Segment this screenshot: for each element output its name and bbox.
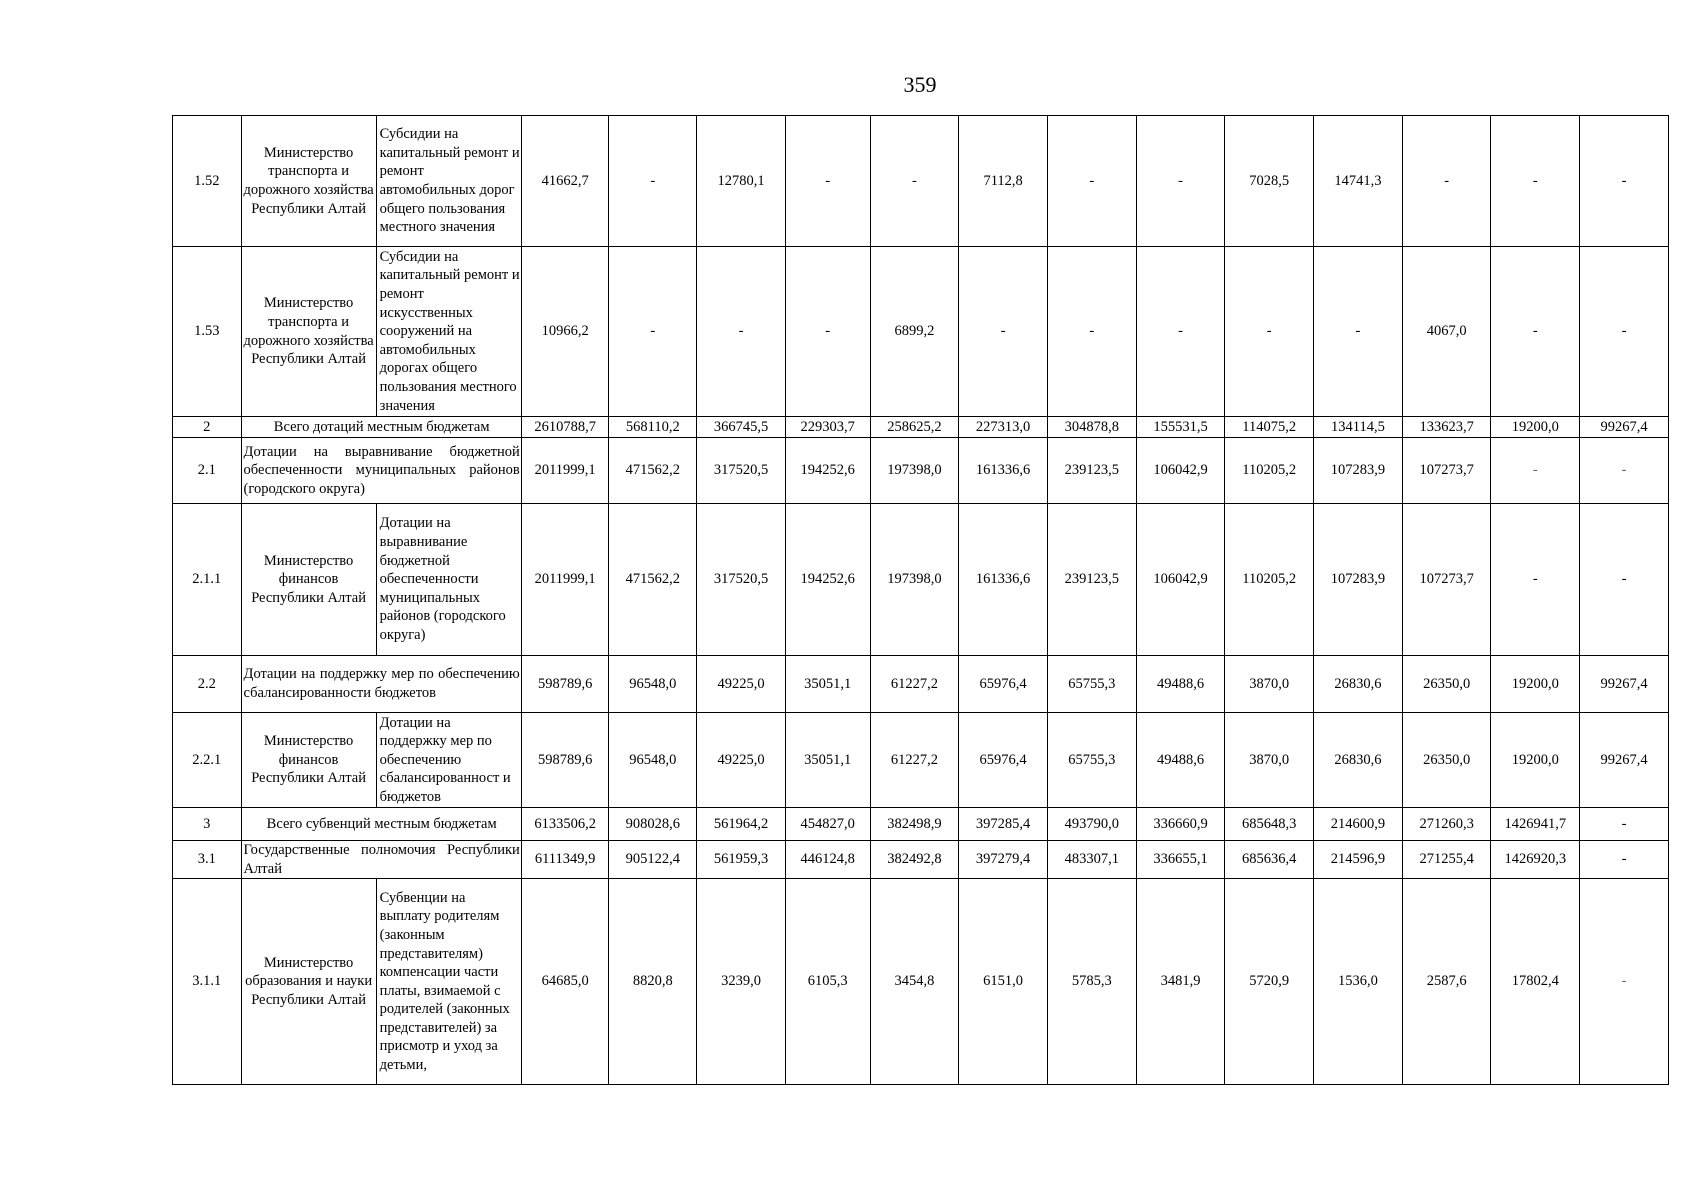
value-cell: - <box>1491 116 1580 247</box>
row-organization: Министерство финансов Республики Алтай <box>241 504 376 656</box>
value-cell: 382492,8 <box>870 841 959 879</box>
value-cell: - <box>785 247 870 417</box>
value-cell: 107273,7 <box>1402 438 1491 504</box>
row-code: 2.2 <box>173 656 242 713</box>
row-label: Государственные полномочия Республики Алтай <box>241 841 521 879</box>
value-cell: - <box>959 247 1048 417</box>
value-cell: 35051,1 <box>785 656 870 713</box>
table-row <box>173 417 1669 438</box>
value-cell: - <box>1047 247 1136 417</box>
row-code: 2.2.1 <box>173 713 242 808</box>
page-number: 359 <box>903 72 937 97</box>
value-cell: 134114,5 <box>1314 417 1403 438</box>
budget-table <box>172 115 1669 1085</box>
value-cell: 194252,6 <box>785 438 870 504</box>
row-label: Всего субвенций местным бюджетам <box>241 808 521 841</box>
value-cell: 239123,5 <box>1047 504 1136 656</box>
value-cell: - <box>1136 247 1225 417</box>
value-cell: 2011999,1 <box>521 504 609 656</box>
row-code: 3.1.1 <box>173 879 242 1085</box>
value-cell: - <box>1580 247 1669 417</box>
value-cell: 12780,1 <box>697 116 786 247</box>
value-cell: 107283,9 <box>1314 438 1403 504</box>
value-cell: 10966,2 <box>521 247 609 417</box>
value-cell: 1426941,7 <box>1491 808 1580 841</box>
row-organization: Министерство образования и науки Республики Алтай <box>241 879 376 1085</box>
table-row <box>173 116 1669 247</box>
value-cell: 5785,3 <box>1047 879 1136 1085</box>
value-cell: 161336,6 <box>959 438 1048 504</box>
row-organization: Министерство финансов Республики Алтай <box>241 713 376 808</box>
value-cell: 110205,2 <box>1225 438 1314 504</box>
value-cell: - <box>1580 504 1669 656</box>
value-cell: 258625,2 <box>870 417 959 438</box>
value-cell: 568110,2 <box>609 417 697 438</box>
value-cell: 214596,9 <box>1314 841 1403 879</box>
value-cell: - <box>1580 438 1669 504</box>
row-label: Дотации на поддержку мер по обеспечению сбалансированности бюджетов <box>241 656 521 713</box>
value-cell: 2587,6 <box>1402 879 1491 1085</box>
value-cell: 229303,7 <box>785 417 870 438</box>
value-cell: 19200,0 <box>1491 656 1580 713</box>
value-cell: 397285,4 <box>959 808 1048 841</box>
value-cell: 382498,9 <box>870 808 959 841</box>
value-cell: 106042,9 <box>1136 504 1225 656</box>
value-cell: 454827,0 <box>785 808 870 841</box>
value-cell: 99267,4 <box>1580 417 1669 438</box>
value-cell: - <box>1402 116 1491 247</box>
value-cell: 49225,0 <box>697 713 786 808</box>
value-cell: 8820,8 <box>609 879 697 1085</box>
table-row <box>173 713 1669 808</box>
value-cell: 493790,0 <box>1047 808 1136 841</box>
value-cell: 317520,5 <box>697 504 786 656</box>
value-cell: 106042,9 <box>1136 438 1225 504</box>
value-cell: 598789,6 <box>521 713 609 808</box>
value-cell: - <box>1580 116 1669 247</box>
value-cell: 96548,0 <box>609 656 697 713</box>
value-cell: - <box>1491 438 1580 504</box>
row-organization: Министерство транспорта и дорожного хозяйства Республики Алтай <box>241 116 376 247</box>
value-cell: 194252,6 <box>785 504 870 656</box>
value-cell: 19200,0 <box>1491 417 1580 438</box>
value-cell: 3454,8 <box>870 879 959 1085</box>
table-row <box>173 841 1669 879</box>
value-cell: 110205,2 <box>1225 504 1314 656</box>
table-row <box>173 504 1669 656</box>
value-cell: 64685,0 <box>521 879 609 1085</box>
value-cell: 65755,3 <box>1047 713 1136 808</box>
value-cell: - <box>1580 879 1669 1085</box>
table-row <box>173 808 1669 841</box>
value-cell: 107273,7 <box>1402 504 1491 656</box>
row-code: 2.1.1 <box>173 504 242 656</box>
value-cell: 317520,5 <box>697 438 786 504</box>
value-cell: 155531,5 <box>1136 417 1225 438</box>
value-cell: 26350,0 <box>1402 656 1491 713</box>
value-cell: 561959,3 <box>697 841 786 879</box>
row-description: Субвенции на выплату родителям (законным представителям) компенсации части платы, взимаемой с родителей (законных представителей) за присмотр и уход за детьми, <box>376 879 521 1085</box>
value-cell: 336660,9 <box>1136 808 1225 841</box>
value-cell: - <box>870 116 959 247</box>
row-label: Дотации на выравнивание бюджетной обеспеченности муниципальных районов (городского округа) <box>241 438 521 504</box>
row-organization: Министерство транспорта и дорожного хозяйства Республики Алтай <box>241 247 376 417</box>
value-cell: 17802,4 <box>1491 879 1580 1085</box>
table-row <box>173 656 1669 713</box>
value-cell: 905122,4 <box>609 841 697 879</box>
value-cell: 61227,2 <box>870 656 959 713</box>
value-cell: 3481,9 <box>1136 879 1225 1085</box>
value-cell: 41662,7 <box>521 116 609 247</box>
value-cell: 49488,6 <box>1136 656 1225 713</box>
row-description: Дотации на поддержку мер по обеспечению сбалансированност и бюджетов <box>376 713 521 808</box>
value-cell: 4067,0 <box>1402 247 1491 417</box>
value-cell: 483307,1 <box>1047 841 1136 879</box>
value-cell: 446124,8 <box>785 841 870 879</box>
value-cell: - <box>697 247 786 417</box>
value-cell: 35051,1 <box>785 713 870 808</box>
value-cell: - <box>609 247 697 417</box>
value-cell: 99267,4 <box>1580 656 1669 713</box>
row-description: Субсидии на капитальный ремонт и ремонт искусственных сооружений на автомобильных дорогах общего пользования местного значения <box>376 247 521 417</box>
value-cell: 107283,9 <box>1314 504 1403 656</box>
value-cell: 26830,6 <box>1314 713 1403 808</box>
value-cell: - <box>1580 841 1669 879</box>
table-row <box>173 879 1669 1085</box>
value-cell: 2011999,1 <box>521 438 609 504</box>
value-cell: - <box>609 116 697 247</box>
value-cell: 161336,6 <box>959 504 1048 656</box>
value-cell: 7028,5 <box>1225 116 1314 247</box>
value-cell: - <box>785 116 870 247</box>
value-cell: 6105,3 <box>785 879 870 1085</box>
value-cell: 7112,8 <box>959 116 1048 247</box>
value-cell: 6151,0 <box>959 879 1048 1085</box>
row-code: 1.52 <box>173 116 242 247</box>
row-label: Всего дотаций местным бюджетам <box>241 417 521 438</box>
value-cell: 685648,3 <box>1225 808 1314 841</box>
value-cell: 336655,1 <box>1136 841 1225 879</box>
value-cell: 471562,2 <box>609 504 697 656</box>
table-body <box>173 116 1669 1085</box>
value-cell: - <box>1491 247 1580 417</box>
row-code: 2 <box>173 417 242 438</box>
value-cell: 65976,4 <box>959 713 1048 808</box>
row-code: 3 <box>173 808 242 841</box>
value-cell: 271260,3 <box>1402 808 1491 841</box>
value-cell: 61227,2 <box>870 713 959 808</box>
value-cell: 6133506,2 <box>521 808 609 841</box>
value-cell: 6899,2 <box>870 247 959 417</box>
value-cell: 471562,2 <box>609 438 697 504</box>
value-cell: 65976,4 <box>959 656 1048 713</box>
value-cell: 99267,4 <box>1580 713 1669 808</box>
value-cell: 214600,9 <box>1314 808 1403 841</box>
value-cell: 14741,3 <box>1314 116 1403 247</box>
value-cell: 114075,2 <box>1225 417 1314 438</box>
value-cell: 197398,0 <box>870 438 959 504</box>
table-row <box>173 247 1669 417</box>
value-cell: 908028,6 <box>609 808 697 841</box>
value-cell: - <box>1225 247 1314 417</box>
value-cell: 26350,0 <box>1402 713 1491 808</box>
value-cell: - <box>1491 504 1580 656</box>
value-cell: 65755,3 <box>1047 656 1136 713</box>
value-cell: 6111349,9 <box>521 841 609 879</box>
value-cell: 19200,0 <box>1491 713 1580 808</box>
value-cell: 197398,0 <box>870 504 959 656</box>
value-cell: 26830,6 <box>1314 656 1403 713</box>
value-cell: 96548,0 <box>609 713 697 808</box>
value-cell: - <box>1136 116 1225 247</box>
value-cell: - <box>1580 808 1669 841</box>
value-cell: 598789,6 <box>521 656 609 713</box>
value-cell: - <box>1047 116 1136 247</box>
value-cell: 685636,4 <box>1225 841 1314 879</box>
value-cell: 3870,0 <box>1225 713 1314 808</box>
value-cell: 3239,0 <box>697 879 786 1085</box>
value-cell: 1536,0 <box>1314 879 1403 1085</box>
value-cell: 1426920,3 <box>1491 841 1580 879</box>
row-code: 3.1 <box>173 841 242 879</box>
value-cell: 5720,9 <box>1225 879 1314 1085</box>
value-cell: 239123,5 <box>1047 438 1136 504</box>
table-row <box>173 438 1669 504</box>
value-cell: 304878,8 <box>1047 417 1136 438</box>
value-cell: 2610788,7 <box>521 417 609 438</box>
value-cell: 397279,4 <box>959 841 1048 879</box>
value-cell: 227313,0 <box>959 417 1048 438</box>
row-description: Дотации на выравнивание бюджетной обеспеченности муниципальных районов (городского округа) <box>376 504 521 656</box>
value-cell: 49488,6 <box>1136 713 1225 808</box>
value-cell: - <box>1314 247 1403 417</box>
value-cell: 271255,4 <box>1402 841 1491 879</box>
value-cell: 561964,2 <box>697 808 786 841</box>
value-cell: 366745,5 <box>697 417 786 438</box>
value-cell: 133623,7 <box>1402 417 1491 438</box>
value-cell: 49225,0 <box>697 656 786 713</box>
row-code: 1.53 <box>173 247 242 417</box>
row-code: 2.1 <box>173 438 242 504</box>
row-description: Субсидии на капитальный ремонт и ремонт автомобильных дорог общего пользования местного значения <box>376 116 521 247</box>
value-cell: 3870,0 <box>1225 656 1314 713</box>
